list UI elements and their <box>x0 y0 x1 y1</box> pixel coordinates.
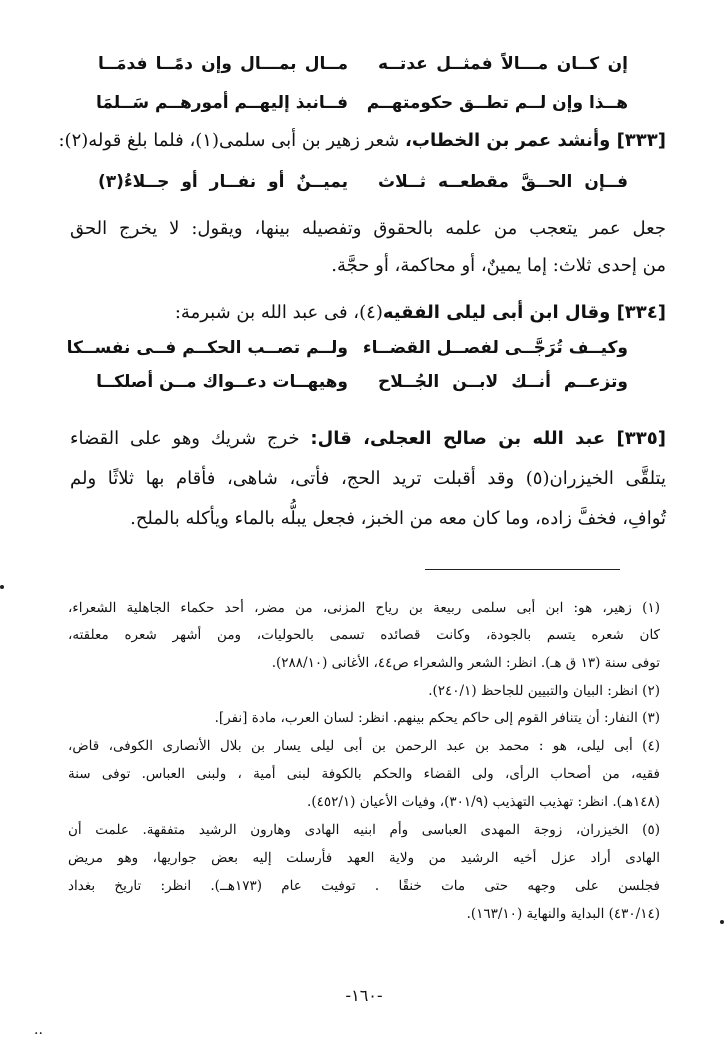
verse-line <box>98 172 628 192</box>
footnote-line: (٤٣٠/١٤) البداية والنهاية (١٦٣/١٠). <box>466 906 660 922</box>
verse-hemistich-first: إن كــان مـــالاً فمثــل عدتــه <box>378 54 628 74</box>
verse-hemistich-second: مــال بمـــال وإن دمًــا فدمَــا <box>98 54 348 74</box>
verse-line <box>98 54 628 74</box>
footnote-line: كان شعره يتسم بالجودة، وكانت قصائده تسمى بالحوليات، ومن أشهر شعره معلقته، <box>68 627 660 643</box>
footnote-line: (٢) انظر: البيان والتبيين للجاحظ (٢٤٠/١). <box>428 683 660 699</box>
verse-hemistich-first: هــذا وإن لــم تطــق حكومتهــم <box>366 93 628 113</box>
entry-text: خرج شريك وهو على القضاء <box>70 428 311 449</box>
entry-number-title: [٣٣٤] وقال ابن أبى ليلى الفقيه <box>382 302 666 323</box>
entry-334-heading <box>70 298 666 328</box>
entry-number-title: [٣٣٣] وأنشد عمر بن الخطاب، <box>405 130 666 151</box>
verse-hemistich-second: ولــم تصــب الحكــم فــى نفســكا <box>66 338 348 358</box>
stray-mark: .. <box>34 1022 43 1038</box>
footnote-line: فقيه، من أصحاب الرأى، ولى القضاء والحكم بالكوفة لبنى أمية ، ولبنى العباس. توفى سنة <box>68 766 660 782</box>
entry-333-heading <box>58 126 666 156</box>
footnote-separator <box>425 569 620 570</box>
entry-335-heading <box>70 424 666 454</box>
page-number: -١٦٠- <box>345 986 383 1005</box>
footnote-line: توفى سنة (١٣ ق هـ). انظر: الشعر والشعراء ص٤٤، الأغانى (٢٨٨/١٠). <box>271 655 660 671</box>
verse-line <box>98 372 628 392</box>
scan-speck <box>0 585 4 589</box>
scan-speck <box>720 920 724 924</box>
footnote-line: (٣) النفار: أن يتنافر القوم إلى حاكم يحكم بينهم. انظر: لسان العرب، مادة [نفر]. <box>214 710 660 726</box>
entry-text: (٤)، فى عبد الله بن شبرمة: <box>174 302 383 323</box>
footnote-line: (٤) أبى ليلى، هو : محمد بن عبد الرحمن بن أبى ليلى يسار بن بلال الأنصارى الكوفى، قاض، <box>68 738 660 754</box>
verse-line <box>66 338 628 358</box>
footnote-line: (٥) الخيزران، زوجة المهدى العباسى وأم ابنيه الهادى وهارون الرشيد متفقهة. علمت أن <box>68 822 660 838</box>
verse-hemistich-second: فــانبذ إليهــم أمورهــم سَــلمَا <box>96 93 348 113</box>
entry-text: شعر زهير بن أبى سلمى(١)، فلما بلغ قوله(٢): <box>58 130 406 151</box>
footnote-line: الهادى أراد عزل أخيه الرشيد من ولاية العهد فأرسلت إليه بعض جواريها، وهو مريض <box>68 850 660 866</box>
verse-hemistich-first: وكيــف تُرَجَّــى لفصــل القضــاء <box>362 338 628 358</box>
footnote-line: (١٤٨هـ). انظر: تهذيب التهذيب (٣٠١/٩)، وفيات الأعيان (٤٥٢/١). <box>307 794 660 810</box>
entry-number-title: [٣٣٥] عبد الله بن صالح العجلى، قال: <box>310 428 666 449</box>
footnote-line: فجلسن على وجهه حتى مات خنقًا . توفيت عام (١٧٣هــ). انظر: تاريخ بغداد <box>68 878 660 894</box>
body-paragraph-line: جعل عمر يتعجب من علمه بالحقوق وتفصيله بينها، ويقول: لا يخرج الحق <box>70 218 666 239</box>
body-paragraph-line: من إحدى ثلاث: إما يمينٌ، أو محاكمة، أو حجَّة. <box>331 255 666 276</box>
body-paragraph-line: تُوافِ، فخفَّ زاده، وما كان معه من الخبز، فجعل يبلُّه بالماء ويأكله بالملح. <box>130 508 666 529</box>
body-paragraph-line: يتلقَّى الخيزران(٥) وقد أقبلت تريد الحج، فأتى، شاهى، فأقام بها ثلاثًا ولم <box>70 468 666 489</box>
verse-hemistich-second: وهيهــات دعــواك مــن أصلكــا <box>96 372 348 392</box>
verse-line <box>98 93 628 113</box>
verse-hemistich-first: وتزعــم أنــك لابــن الجُــلاح <box>378 372 628 392</box>
verse-hemistich-first: فــإن الحــقَّ مقطعــه ثــلاث <box>378 172 628 192</box>
footnote-line: (١) زهير، هو: ابن أبى سلمى ربيعة بن رياح المزنى، من مضر، أحد حكماء الجاهلية الشعراء، <box>68 600 660 616</box>
verse-hemistich-second: يميــنٌ أو نفــار أو جــلاءُ(٣) <box>98 172 348 192</box>
